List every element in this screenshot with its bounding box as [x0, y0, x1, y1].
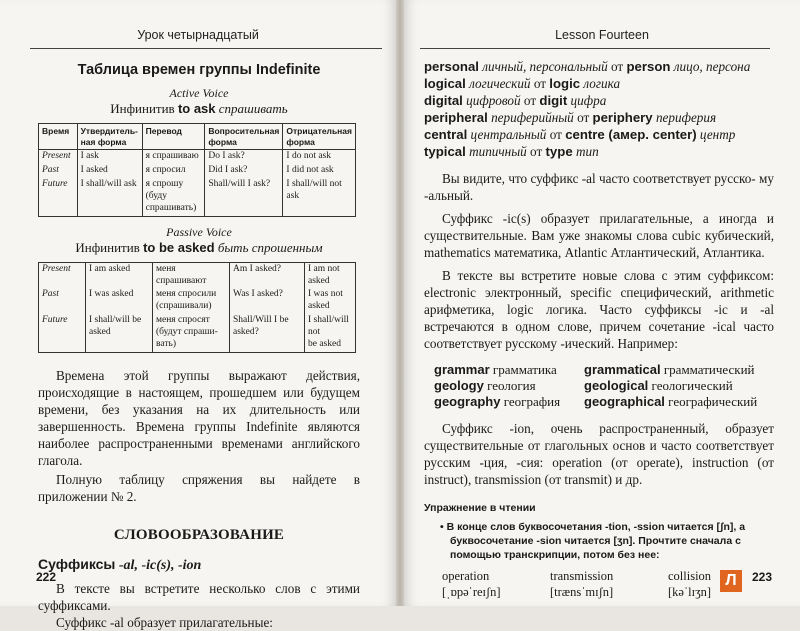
vocab-entry [424, 143, 774, 160]
transcription: [kəˈlɪʒn] [668, 585, 712, 599]
vocab-source-translation: тип [575, 144, 599, 159]
word-pair-right [584, 378, 784, 394]
vocab-word: personal [424, 59, 479, 74]
table-row [39, 314, 356, 352]
word-pair-right [584, 362, 784, 378]
pair-translation: грамматический [663, 362, 755, 377]
word-pair-left [434, 362, 584, 378]
transcription: [trænsˈmɪʃn] [550, 585, 614, 599]
vocab-word: digital [424, 93, 463, 108]
col-header: Вопросительная форма [205, 124, 283, 150]
vocab-from: от [610, 59, 624, 74]
vocab-from: от [523, 93, 537, 108]
page-number-right: 223 [751, 570, 772, 584]
paragraph-tenses: Времена этой группы выражают действия, происходящие в настоящем, прошедшем или будущем времени, без указания на их длительность или завершенность. Времена группы Indefinite являются наиболее распространенными временами английского глагола. [38, 367, 360, 468]
pair-word: geology [434, 378, 484, 393]
table-cell: Shall/will I ask? [205, 178, 283, 216]
publisher-logo: Л [720, 570, 742, 592]
vocab-word: logical [424, 76, 466, 91]
vocab-word: central [424, 127, 468, 142]
table-row [39, 178, 356, 216]
word-pair-left [434, 378, 584, 394]
subtitle-prefix: Суффиксы [38, 555, 116, 572]
bullet-icon: • [440, 521, 444, 533]
paragraph-intro: В тексте вы встретите несколько слов с этими суффиксами. [38, 580, 360, 613]
vocab-entry [424, 75, 774, 92]
col-header: Утвердитель- ная форма [77, 124, 142, 150]
pair-word: geological [584, 378, 649, 393]
table-cell: Am I asked? [230, 262, 305, 288]
col-header: Время [39, 124, 78, 150]
exercise-title: Упражнение в чтении [424, 502, 536, 514]
vocab-source: logic [549, 76, 581, 91]
vocab-from: от [549, 127, 562, 142]
paragraph-appendix: Полную таблицу спряжения вы найдете в приложении № 2. [38, 471, 360, 504]
vocab-translation: цифровой [466, 93, 521, 108]
active-infinitive [38, 101, 360, 117]
inf-verb: to be asked [143, 239, 215, 255]
vocab-entry [424, 126, 774, 143]
practice-word: collision [668, 569, 712, 583]
table-cell: I do not ask [283, 150, 356, 164]
vocab-source-translation: цифра [570, 93, 607, 108]
header-rule-left [30, 48, 382, 49]
table-row [39, 150, 356, 164]
table-row [39, 262, 356, 288]
pair-word: geographical [584, 394, 665, 409]
tense-label: Past [39, 288, 86, 314]
vocab-translation: типичный [469, 144, 527, 159]
paragraph-al: Суффикс -al образует прилагательные: [56, 614, 273, 630]
vocab-entry [424, 109, 774, 126]
paragraph-ics: Суффикс -ic(s) образует прилагательные, а иногда и существительные. Вам уже знакомы слова cubic кубический, mathematics математика, Atlantic Атлантический, Атлантика. [424, 211, 774, 260]
vocab-list [424, 58, 774, 160]
vocab-source-translation: центр [699, 127, 736, 142]
vocab-source: periphery [592, 110, 653, 125]
table-cell: I am asked [86, 262, 153, 288]
table-cell: меня спросят (будут спраши- вать) [153, 314, 230, 352]
right-content [424, 58, 774, 600]
table-cell: I was not asked [305, 288, 356, 314]
subsection-title [38, 556, 360, 574]
header-rule-right [420, 48, 770, 49]
passive-voice-heading: Passive Voice [166, 224, 232, 239]
paragraph-ic-words: В тексте вы встретите новые слова с этим суффиксом: electronic электронный, specific специфический, arithmetic арифметика, logic логика. Часто суффиксы -ic и -al встречаются в одном слове, причем сочетание -ical часто соответствует русскому -ический. Например: [424, 268, 774, 351]
pair-translation: географический [668, 394, 758, 409]
col-header: Перевод [142, 124, 205, 150]
page-number-left: 222 [36, 570, 57, 584]
table-cell: I shall/will not be asked [305, 314, 356, 352]
paragraph-ion: Суффикс -ion, очень распространенный, образует существительные от глагольных основ и часто соответствует русским -ция, -сия: operation (от operate), instruction (от instruct), transmission (от transmit) и др. [424, 421, 774, 487]
vocab-translation: логический [469, 76, 531, 91]
practice-word: transmission [550, 569, 614, 583]
passive-voice-table [38, 262, 356, 353]
word-pairs [434, 362, 774, 410]
table-title: Таблица времен группы Indefinite [77, 62, 321, 78]
word-pair-right [584, 394, 784, 410]
transcription: [ˌɒpəˈreɪʃn] [442, 585, 501, 599]
tense-label: Future [39, 178, 78, 216]
tense-label: Present [39, 150, 78, 164]
table-cell: I was asked [86, 288, 153, 314]
table-cell: Did I ask? [205, 164, 283, 178]
table-row [39, 164, 356, 178]
right-page [404, 0, 800, 606]
running-head-right: Lesson Fourteen [555, 28, 649, 42]
practice-word: operation [442, 569, 490, 583]
paragraph-al-meaning: Вы видите, что суффикс -al часто соответствует русско- му -альный. [424, 171, 774, 203]
section-title: СЛОВООБРАЗОВАНИЕ [113, 526, 285, 543]
inf-translation: спрашивать [218, 101, 288, 116]
vocab-from: от [530, 144, 543, 159]
vocab-word: peripheral [424, 110, 488, 125]
vocab-from: от [577, 110, 590, 125]
table-cell: I shall/will not ask [283, 178, 356, 216]
vocab-from: от [533, 76, 546, 91]
exercise-bullet [424, 520, 774, 562]
table-cell: Do I ask? [205, 150, 283, 164]
table-cell: я спрошу (буду спрашивать) [142, 178, 205, 216]
running-head-left: Урок четырнадцатый [137, 28, 259, 42]
vocab-source: type [545, 144, 573, 159]
vocab-source: centre (амер. center) [565, 127, 697, 142]
vocab-source-translation: периферия [655, 110, 717, 125]
vocab-source-translation: лицо, персона [673, 59, 751, 74]
inf-translation: быть спрошенным [217, 239, 323, 255]
vocab-source-translation: логика [583, 76, 621, 91]
book-gutter [396, 0, 404, 606]
table-cell: I asked [77, 164, 142, 178]
table-cell: меня спрашивают [153, 262, 230, 288]
vocab-source: person [626, 59, 671, 74]
inf-verb: to ask [177, 101, 216, 116]
pair-word: grammatical [584, 362, 661, 377]
left-content [38, 58, 360, 631]
table-cell: меня спросили (спрашивали) [153, 288, 230, 314]
table-cell: I did not ask [283, 164, 356, 178]
table-header-row [39, 124, 356, 150]
vocab-entry [424, 92, 774, 109]
tense-label: Future [39, 314, 86, 352]
pair-translation: геология [487, 378, 536, 393]
vocab-word: typical [424, 144, 466, 159]
pair-word: geography [434, 394, 501, 409]
tense-label: Past [39, 164, 78, 178]
table-cell: я спрашиваю [142, 150, 205, 164]
pair-translation: грамматика [492, 362, 557, 377]
pair-translation: география [503, 394, 561, 409]
table-cell: I ask [77, 150, 142, 164]
table-cell: I shall/will ask [77, 178, 142, 216]
table-row [39, 288, 356, 314]
exercise-instruction: В конце слов буквосочетания -tion, -ssion читается [ʃn], а буквосочетание -sion читается [ʒn]. Прочтите сначала с помощью транскрипции, потом без нее: [446, 521, 746, 561]
table-cell: Was I asked? [230, 288, 305, 314]
tense-label: Present [39, 262, 86, 288]
pair-word: grammar [434, 362, 490, 377]
pair-translation: геологический [651, 378, 733, 393]
table-cell: I shall/will be asked [86, 314, 153, 352]
table-cell: я спросил [142, 164, 205, 178]
vocab-entry [424, 58, 774, 75]
col-header: Отрицательная форма [283, 124, 356, 150]
passive-infinitive [38, 240, 360, 256]
active-voice-heading: Active Voice [169, 86, 229, 100]
word-pair-left [434, 394, 584, 410]
left-page [0, 0, 396, 630]
vocab-translation: периферийный [491, 110, 574, 125]
vocab-translation: центральный [470, 127, 547, 142]
inf-prefix: Инфинитив [75, 239, 140, 255]
active-voice-table [38, 123, 356, 217]
table-cell: I am not asked [305, 262, 356, 288]
inf-prefix: Инфинитив [110, 101, 175, 116]
subtitle-suffixes: -al, -ic(s), -ion [118, 557, 202, 573]
table-cell: Shall/Will I be asked? [230, 314, 305, 352]
vocab-source: digit [539, 93, 568, 108]
vocab-translation: личный, персональный [482, 59, 608, 74]
